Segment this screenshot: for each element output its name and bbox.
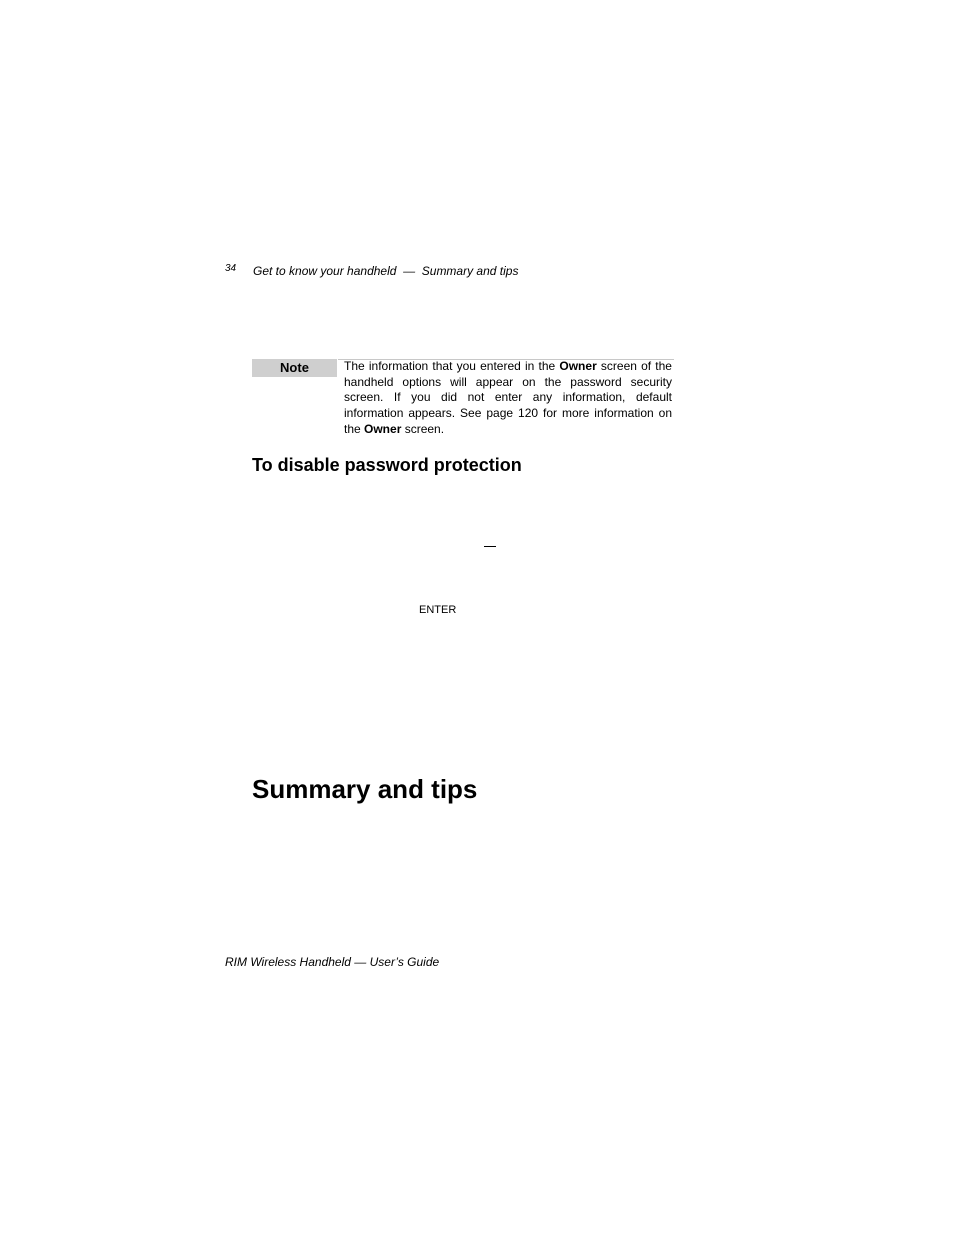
- note-label: Note: [252, 359, 337, 377]
- owner-screen-term: Owner: [364, 421, 402, 436]
- note-text-part: The information that you entered in the: [344, 359, 560, 373]
- footer-title: RIM Wireless Handheld — User’s Guide: [225, 955, 440, 969]
- enter-key-label: ENTER: [419, 604, 457, 616]
- dash-mark: [484, 546, 496, 547]
- note-text: [344, 359, 672, 438]
- procedure-heading: To disable password protection: [252, 455, 522, 475]
- page-number: 34: [225, 263, 237, 274]
- note-text-part: screen.: [401, 421, 445, 436]
- running-header: Get to know your handheld — Summary and tips: [253, 264, 519, 278]
- section-heading: Summary and tips: [252, 774, 478, 804]
- note-text-part: screen of the handheld options will appear on the password security screen. If you did not enter any information, default information appears. See page 120 for more information on the: [344, 359, 672, 436]
- owner-screen-term: Owner: [559, 359, 597, 373]
